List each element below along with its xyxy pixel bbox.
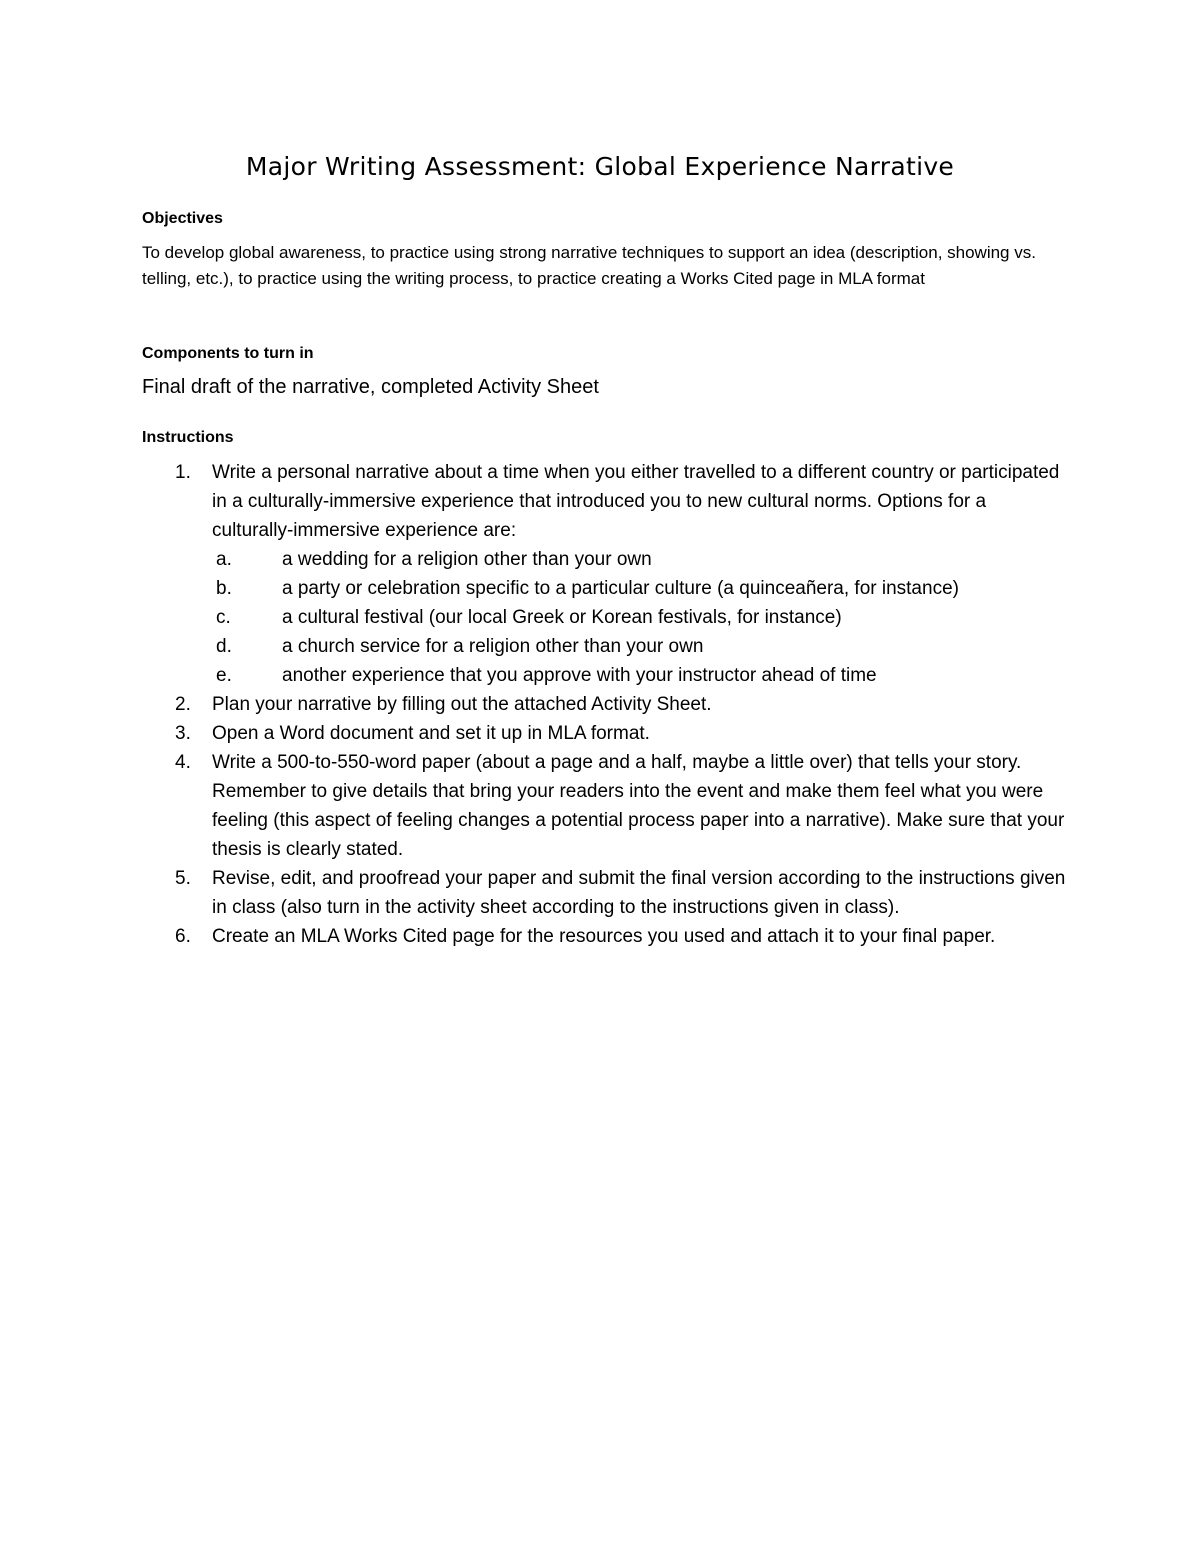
option-letter: c. — [216, 607, 231, 628]
instruction-item — [142, 458, 1072, 690]
instruction-item — [142, 922, 1072, 951]
option-item — [212, 661, 1072, 690]
option-text: a party or celebration specific to a particular culture (a quinceañera, for instance) — [282, 578, 959, 599]
instruction-number: 1. — [175, 462, 191, 483]
instruction-text: Revise, edit, and proofread your paper and submit the final version according to the instructions given in class (also turn in the activity sheet according to the instructions given in class). — [212, 868, 1066, 918]
instructions-list — [142, 458, 1072, 951]
objectives-text: To develop global awareness, to practice using strong narrative techniques to support an idea (description, showing vs. telling, etc.), to practice using the writing process, to practice creating a Works Cited page in MLA format — [142, 243, 1036, 288]
option-text: a cultural festival (our local Greek or Korean festivals, for instance) — [282, 607, 842, 628]
option-item — [212, 574, 1072, 603]
option-letter: a. — [216, 549, 232, 570]
instruction-item — [142, 690, 1072, 719]
option-text: a wedding for a religion other than your own — [282, 549, 652, 570]
instructions-heading: Instructions — [142, 429, 234, 446]
components-heading: Components to turn in — [142, 345, 314, 362]
option-item — [212, 545, 1072, 574]
option-letter: b. — [216, 578, 232, 599]
instruction-item — [142, 719, 1072, 748]
option-text: a church service for a religion other than your own — [282, 636, 704, 657]
instruction-text: Open a Word document and set it up in MLA format. — [212, 723, 650, 744]
instruction-text: Write a personal narrative about a time when you either travelled to a different country or participated in a culturally-immersive experience that introduced you to new cultural norms. Options for a culturally-immersive experience are: — [212, 462, 1060, 541]
instruction-text: Write a 500-to-550-word paper (about a page and a half, maybe a little over) that tells your story. Remember to give details that bring your readers into the event and make them feel what you were feeling (this aspect of feeling changes a potential process paper into a narrative). Make sure that your thesis is clearly stated. — [212, 752, 1065, 860]
components-text: Final draft of the narrative, completed Activity Sheet — [142, 376, 599, 398]
instruction-number: 2. — [175, 694, 191, 715]
instruction-number: 3. — [175, 723, 191, 744]
option-item — [212, 603, 1072, 632]
instruction-number: 4. — [175, 752, 191, 773]
instruction-number: 6. — [175, 926, 191, 947]
objectives-heading: Objectives — [142, 210, 223, 227]
option-letter: d. — [216, 636, 232, 657]
instruction-text: Plan your narrative by filling out the attached Activity Sheet. — [212, 694, 712, 715]
option-item — [212, 632, 1072, 661]
instruction-text: Create an MLA Works Cited page for the resources you used and attach it to your final paper. — [212, 926, 996, 947]
instruction-item — [142, 864, 1072, 922]
option-text: another experience that you approve with your instructor ahead of time — [282, 665, 877, 686]
document-title: Major Writing Assessment: Global Experience Narrative — [245, 152, 955, 181]
instruction-number: 5. — [175, 868, 191, 889]
instruction-item — [142, 748, 1072, 864]
option-letter: e. — [216, 665, 232, 686]
option-list — [212, 545, 1072, 690]
